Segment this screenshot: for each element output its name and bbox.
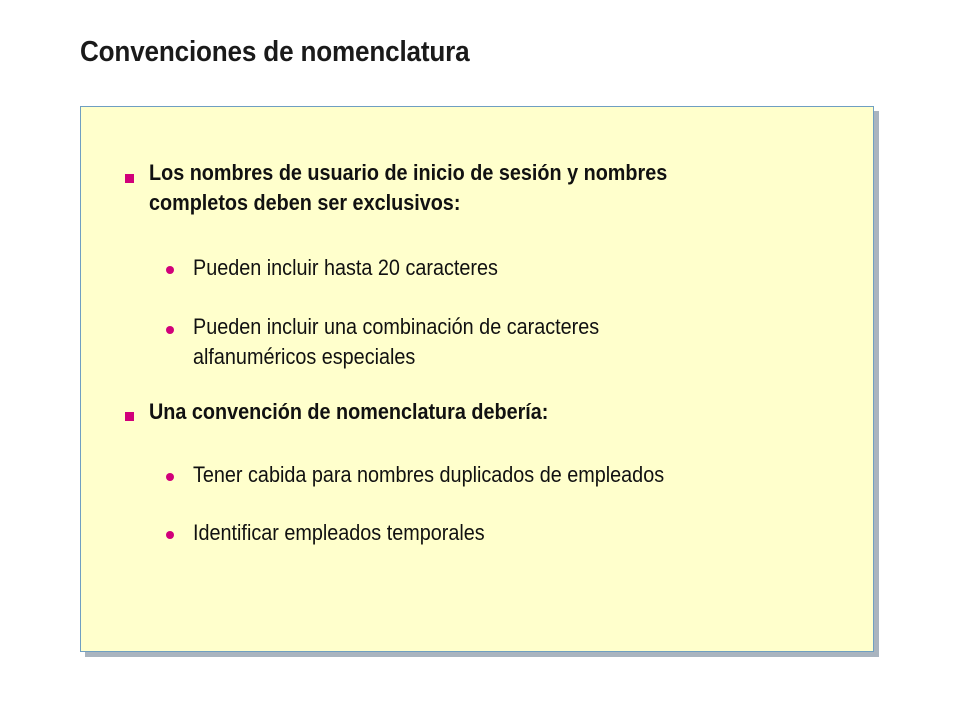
- bullet-list: [81, 107, 873, 651]
- bullet-heading-unique-names: [149, 158, 839, 218]
- sub-bullet-line: alfanuméricos especiales: [193, 344, 416, 369]
- sub-bullet-line: Pueden incluir hasta 20 caracteres: [193, 255, 498, 280]
- sub-bullet-temporary-employees: [193, 518, 883, 548]
- content-box: [80, 106, 874, 652]
- dot-bullet-icon: [166, 266, 174, 274]
- slide-title: Convenciones de nomenclatura: [80, 36, 470, 68]
- sub-bullet-max-chars: [193, 253, 883, 283]
- dot-bullet-icon: [166, 326, 174, 334]
- bullet-heading-naming-convention: [149, 397, 839, 427]
- sub-bullet-duplicate-names: [193, 460, 883, 490]
- bullet-heading-line: completos deben ser exclusivos:: [149, 190, 461, 215]
- square-bullet-icon: [125, 412, 134, 421]
- sub-bullet-char-combination: [193, 312, 883, 372]
- dot-bullet-icon: [166, 473, 174, 481]
- bullet-heading-line: Los nombres de usuario de inicio de sesión y nombres: [149, 160, 668, 185]
- square-bullet-icon: [125, 174, 134, 183]
- sub-bullet-line: Identificar empleados temporales: [193, 520, 485, 545]
- sub-bullet-line: Pueden incluir una combinación de caracteres: [193, 314, 600, 339]
- sub-bullet-line: Tener cabida para nombres duplicados de empleados: [193, 462, 665, 487]
- dot-bullet-icon: [166, 531, 174, 539]
- bullet-heading-line: Una convención de nomenclatura debería:: [149, 399, 549, 424]
